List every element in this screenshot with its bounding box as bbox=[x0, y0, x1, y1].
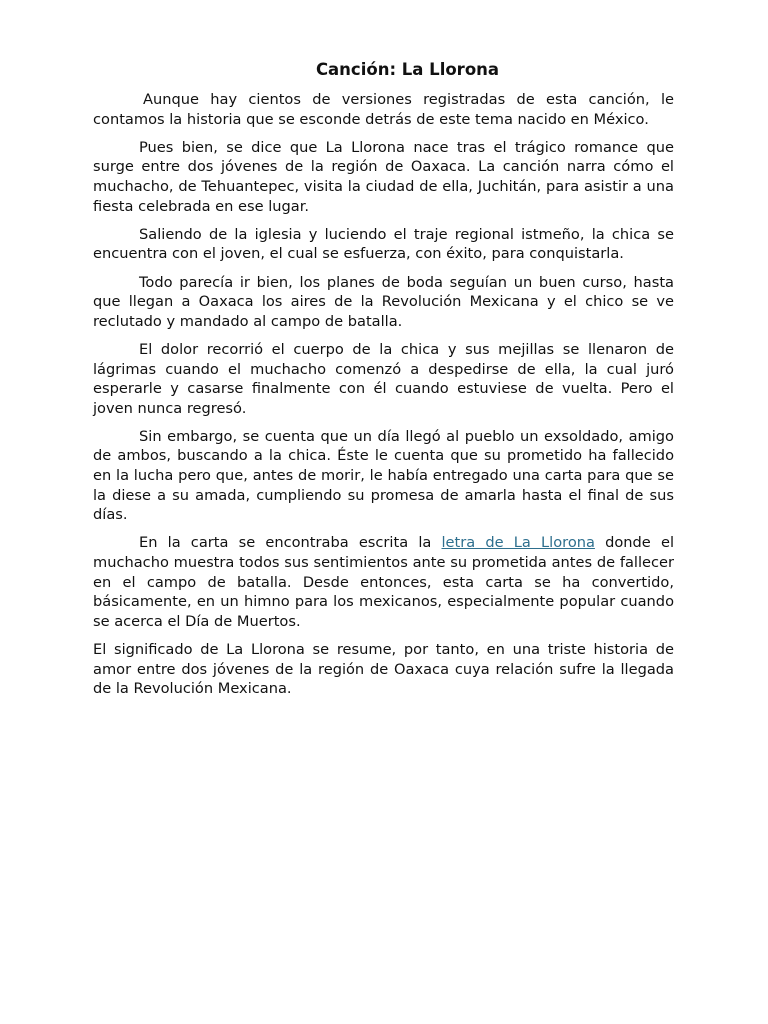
paragraph-farewell: El dolor recorrió el cuerpo de la chica y sus mejillas se llenaron de lágrimas cuando el muchacho comenzó a despedirse de ella, la cual juró esperarle y casarse finalmente con él cuando estuviese de vuelta. Pero el joven nunca regresó. bbox=[93, 340, 674, 417]
paragraph-conclusion: El significado de La Llorona se resume, por tanto, en una triste historia de amor entre dos jóvenes de la región de Oaxaca cuya relación sufre la llegada de la Revolución Mexicana. bbox=[93, 641, 674, 698]
document-title: Canción: La Llorona bbox=[315, 60, 500, 79]
paragraph-letter bbox=[93, 533, 674, 631]
paragraph-soldier: Sin embargo, se cuenta que un día llegó al pueblo un exsoldado, amigo de ambos, buscando a la chica. Éste le cuenta que su prometido ha fallecido en la lucha pero que, antes de morir, le había entregado una carta para que se la diese a su amada, cumpliendo su promesa de amarla hasta el final de sus días. bbox=[93, 427, 674, 524]
paragraph-church: Saliendo de la iglesia y luciendo el traje regional istmeño, la chica se encuentra con el joven, el cual se esfuerza, con éxito, para conquistarla. bbox=[93, 225, 674, 263]
paragraph-letter-before: En la carta se encontraba escrita la bbox=[139, 534, 442, 552]
paragraph-letter-after: donde el muchacho muestra todos sus sentimientos ante su prometida antes de fallecer en el campo de batalla. Desde entonces, esta carta se ha convertido, básicamente, en un himno para los mexicanos, especialmente popular cuando se acerca el Día de Muertos. bbox=[93, 534, 674, 630]
paragraph-intro: Aunque hay cientos de versiones registradas de esta canción, le contamos la historia que se esconde detrás de este tema nacido en México. bbox=[93, 91, 674, 128]
paragraph-romance: Pues bien, se dice que La Llorona nace tras el trágico romance que surge entre dos jóvenes de la región de Oaxaca. La canción narra cómo el muchacho, de Tehuantepec, visita la ciudad de ella, Juchitán, para asistir a una fiesta celebrada en ese lugar. bbox=[93, 138, 674, 215]
paragraph-revolution: Todo parecía ir bien, los planes de boda seguían un buen curso, hasta que llegan a Oaxaca los aires de la Revolución Mexicana y el chico se ve reclutado y mandado al campo de batalla. bbox=[93, 273, 674, 330]
lyrics-link[interactable]: letra de La Llorona bbox=[441, 534, 595, 552]
